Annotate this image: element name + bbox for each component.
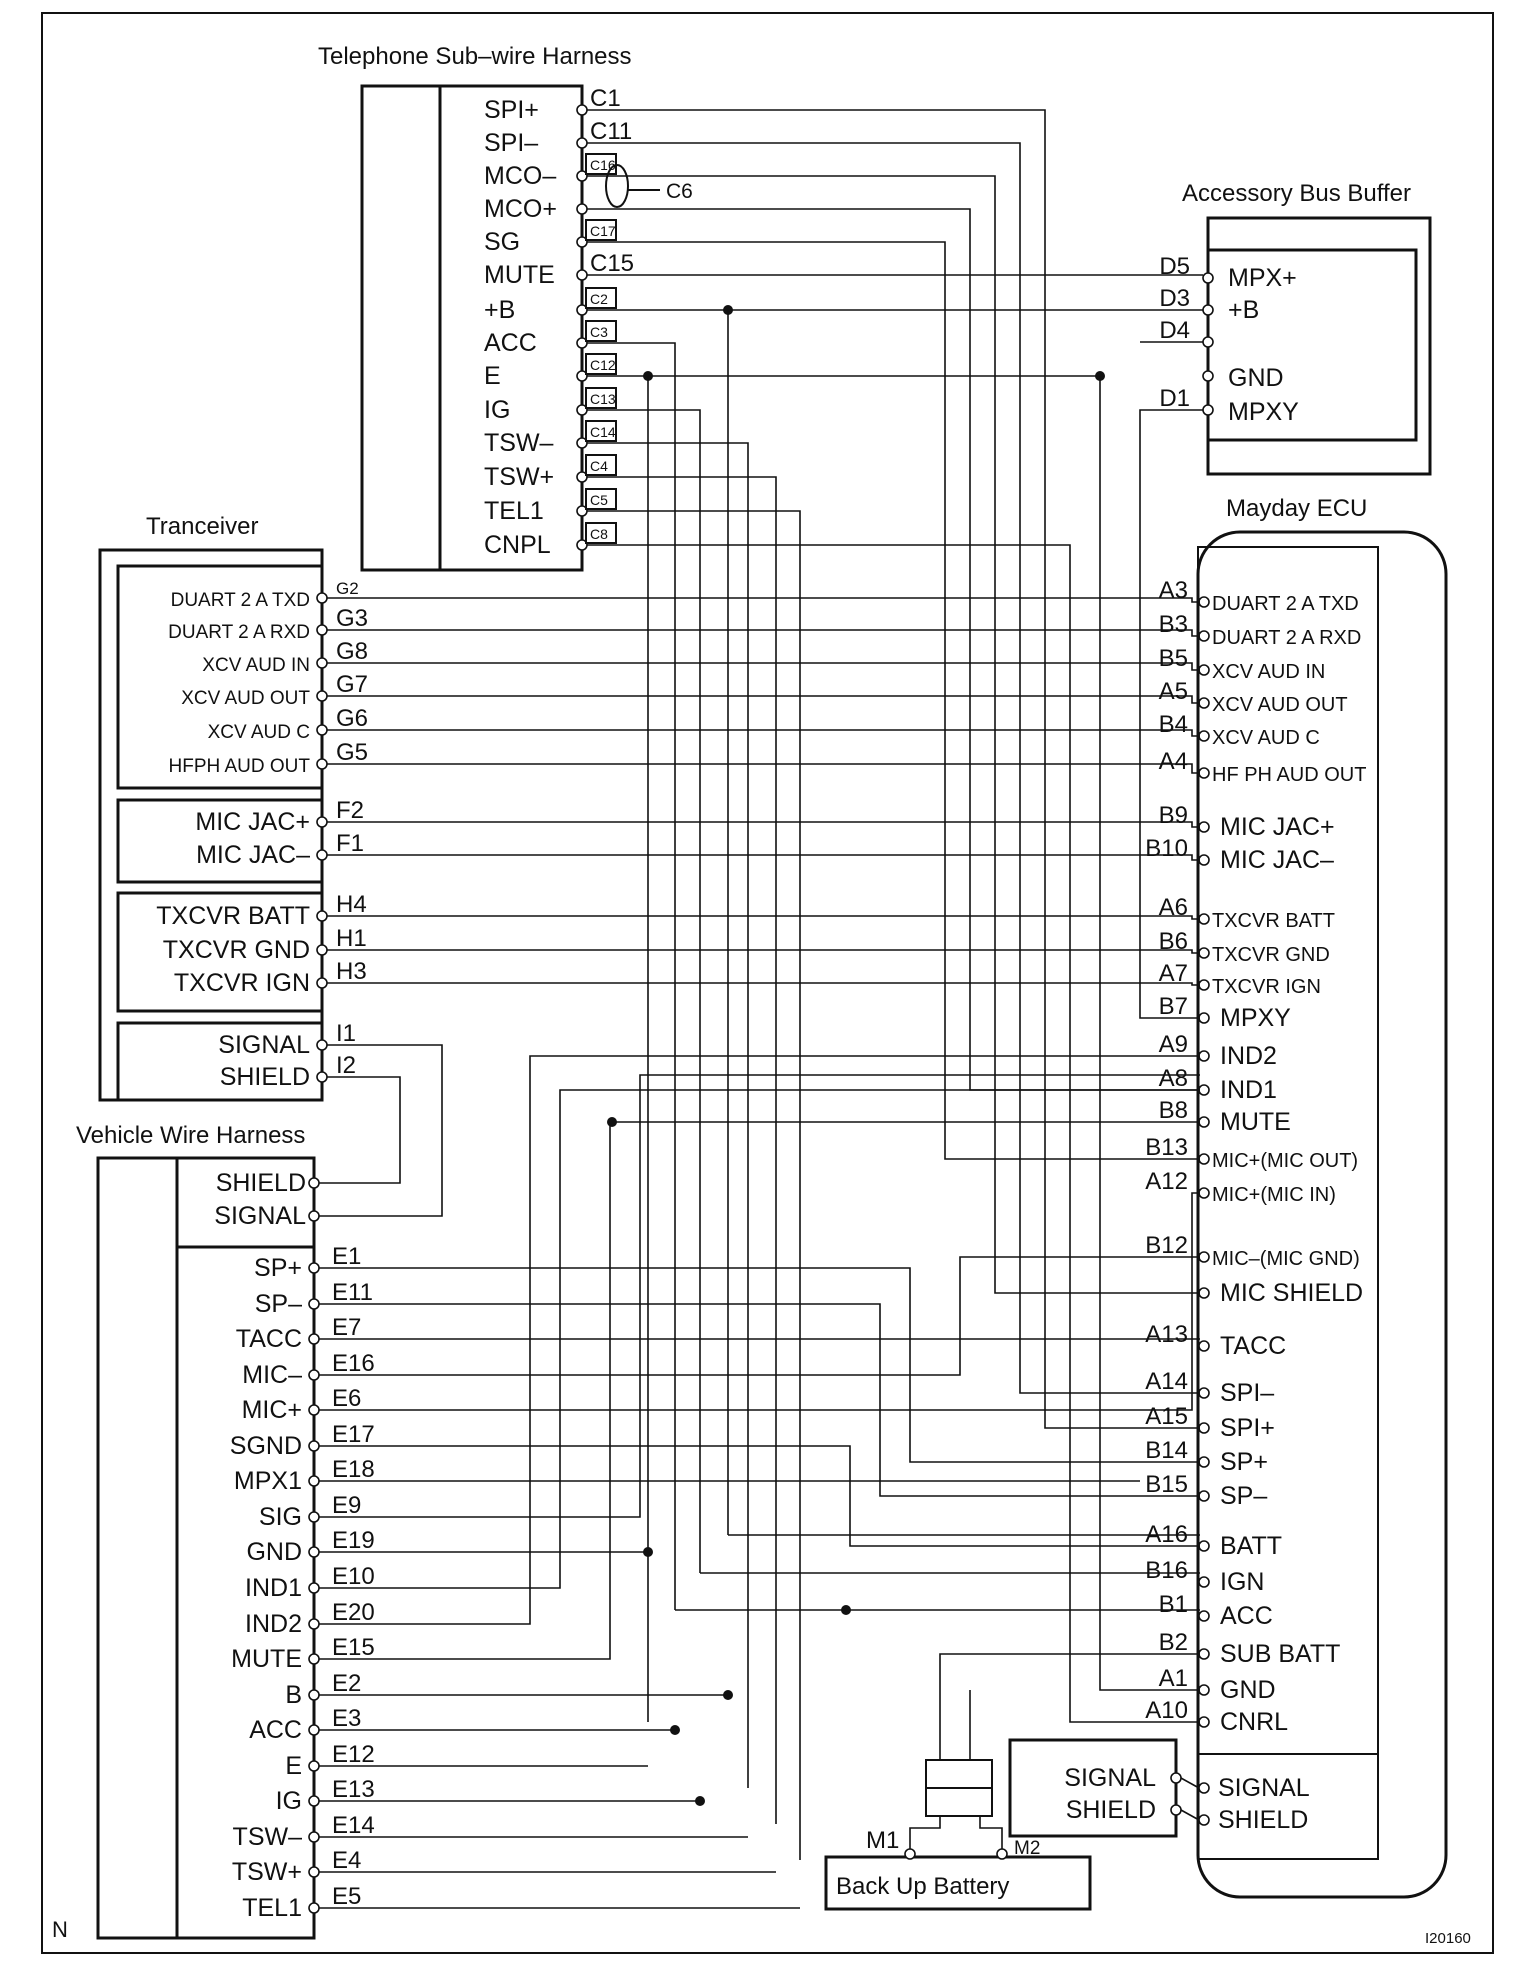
- telephone-pin-label: ACC: [484, 329, 537, 357]
- transceiver-pin-h3: [317, 978, 327, 988]
- mayday-pin-code: A16: [1145, 1521, 1188, 1548]
- vehicle-pin-label: MUTE: [231, 1645, 302, 1673]
- vehicle-pin-label: MIC–: [242, 1361, 302, 1389]
- mayday-pin-label: ACC: [1220, 1602, 1273, 1630]
- vehicle-pin-e2: [309, 1690, 319, 1700]
- transceiver-pin-code: F1: [336, 830, 365, 857]
- wire: [319, 1122, 1200, 1659]
- mayday-pin-label: IND2: [1220, 1042, 1277, 1070]
- mayday-pin-b1: [1199, 1611, 1209, 1621]
- transceiver-pin-code: G8: [336, 638, 369, 665]
- mayday-bottom-pin: [1199, 1815, 1209, 1825]
- vehicle-shield-label: SHIELD: [215, 1169, 306, 1197]
- vehicle-pin-label: SGND: [229, 1432, 302, 1460]
- telephone-pin-mco: [577, 204, 587, 214]
- telephone-pin-code: C5: [590, 492, 608, 508]
- vehicle-pin-code: E18: [332, 1456, 375, 1483]
- vehicle-pin-code: E2: [332, 1670, 362, 1697]
- accessory-pin-gnd: [1203, 371, 1213, 381]
- telephone-pin-label: SPI–: [484, 129, 539, 157]
- transceiver-pin-label: TXCVR GND: [162, 936, 310, 964]
- telephone-pin-label: TEL1: [484, 497, 544, 525]
- battery-pin-code: M2: [1014, 1838, 1041, 1859]
- mayday-pin-label: XCV AUD C: [1212, 727, 1320, 749]
- accessory-title: Accessory Bus Buffer: [1182, 180, 1411, 207]
- vehicle-pin-e19: [309, 1547, 319, 1557]
- vehicle-pin-code: E3: [332, 1705, 362, 1732]
- mayday-pin-a16: [1199, 1541, 1209, 1551]
- wire: [327, 950, 1200, 953]
- transceiver-pin-label: MIC JAC+: [195, 808, 310, 836]
- mayday-pin-label: MIC–(MIC GND): [1212, 1248, 1360, 1270]
- vehicle-pin-e6: [309, 1405, 319, 1415]
- mayday-pin-code: B6: [1158, 928, 1188, 955]
- telephone-pin-code: C13: [590, 391, 616, 407]
- wire: [327, 916, 1200, 919]
- transceiver-pin-label: XCV AUD C: [207, 722, 310, 743]
- mayday-pin-label: SPI+: [1220, 1414, 1275, 1442]
- vehicle-pin-e15: [309, 1654, 319, 1664]
- mayday-pin-label: MIC+(MIC IN): [1212, 1184, 1336, 1206]
- vehicle-pin-e5: [309, 1903, 319, 1913]
- wire-junction: [723, 1690, 733, 1700]
- transceiver-pin-label: HFPH AUD OUT: [168, 756, 310, 777]
- wire: [327, 630, 1200, 636]
- mayday-pin-code: A10: [1145, 1697, 1188, 1724]
- transceiver-pin-label: MIC JAC–: [196, 841, 310, 869]
- wire: [587, 242, 1200, 1159]
- mayday-pin-mic-shield: [1199, 1288, 1209, 1298]
- mayday-pin-b15: [1199, 1491, 1209, 1501]
- vehicle-pin-label: SP–: [254, 1290, 302, 1318]
- vehicle-pin-e18: [309, 1476, 319, 1486]
- mayday-pin-label: TACC: [1220, 1332, 1287, 1360]
- vehicle-pin-e12: [309, 1761, 319, 1771]
- transceiver-pin-g6: [317, 725, 327, 735]
- mayday-pin-label: XCV AUD OUT: [1212, 694, 1348, 716]
- transceiver-pin-g3: [317, 625, 327, 635]
- transceiver-pin-code: H1: [336, 925, 367, 952]
- transceiver-pin-i2: [317, 1072, 327, 1082]
- transceiver-pin-f1: [317, 850, 327, 860]
- vehicle-pin-e16: [309, 1370, 319, 1380]
- transceiver-pin-code: G6: [336, 705, 369, 732]
- telephone-harness: [318, 43, 693, 570]
- mayday-pin-code: A1: [1158, 1665, 1188, 1692]
- mayday-pin-label: MIC JAC–: [1220, 846, 1334, 874]
- vehicle-pin-code: E11: [332, 1279, 373, 1306]
- accessory-pin-code: D1: [1159, 385, 1190, 412]
- mayday-pin-b12: [1199, 1252, 1209, 1262]
- wire: [319, 1268, 1200, 1462]
- wire: [327, 730, 1200, 736]
- wire: [910, 1816, 940, 1849]
- wire: [587, 443, 748, 1788]
- transceiver-pin-label: DUART 2 A RXD: [168, 622, 310, 643]
- telephone-pin-c15: [577, 270, 587, 280]
- telephone-pin-label: E: [484, 362, 501, 390]
- mayday-bottom-label: SIGNAL: [1218, 1774, 1310, 1802]
- mayday-pin-label: DUART 2 A TXD: [1212, 593, 1359, 615]
- mayday-pin-b7: [1199, 1013, 1209, 1023]
- telephone-pin-label: SG: [484, 228, 521, 256]
- transceiver-pin-label: TXCVR IGN: [173, 969, 310, 997]
- telephone-pin-code: C11: [590, 118, 633, 145]
- wire: [587, 110, 1200, 1428]
- mayday-pin-code: B8: [1158, 1097, 1188, 1124]
- mayday-pin-label: TXCVR IGN: [1212, 976, 1321, 998]
- transceiver-pin-label: XCV AUD OUT: [181, 688, 310, 709]
- mayday-pin-b3: [1199, 631, 1209, 641]
- vehicle-pin-code: E16: [332, 1350, 375, 1377]
- transceiver-pin-g5: [317, 759, 327, 769]
- mayday-pin-label: MIC+(MIC OUT): [1212, 1150, 1359, 1172]
- wire: [587, 511, 800, 1860]
- mayday-pin-label: MIC JAC+: [1220, 813, 1335, 841]
- mayday-pin-a9: [1199, 1051, 1209, 1061]
- mayday-pin-label: DUART 2 A RXD: [1212, 627, 1362, 649]
- mayday-pin-b2: [1199, 1649, 1209, 1659]
- wires: [319, 110, 1203, 1908]
- vehicle-pin-label: IG: [275, 1787, 302, 1815]
- transceiver-pin-g7: [317, 691, 327, 701]
- transceiver-pin-label: XCV AUD IN: [202, 655, 310, 676]
- mayday-bottom-label: SHIELD: [1218, 1806, 1309, 1834]
- mayday-pin-a3: [1199, 597, 1209, 607]
- telephone-pin-code: C16: [590, 157, 616, 173]
- mayday-pin-label: HF PH AUD OUT: [1212, 764, 1367, 786]
- transceiver-pin-code: G3: [336, 605, 369, 632]
- mayday-pin-b5: [1199, 665, 1209, 675]
- vehicle-pin-label: TACC: [235, 1325, 302, 1353]
- wire: [327, 764, 1200, 773]
- vehicle-wire-harness: [76, 1122, 375, 1938]
- telephone-pin-code: C3: [590, 324, 608, 340]
- vehicle-pin-label: TEL1: [242, 1894, 302, 1922]
- vehicle-pin-label: TSW–: [232, 1823, 302, 1851]
- mayday-pin-a1: [1199, 1685, 1209, 1695]
- mayday-pin-a10: [1199, 1717, 1209, 1727]
- transceiver-pin-label: DUART 2 A TXD: [170, 590, 310, 611]
- telephone-pin-code: C4: [590, 458, 608, 474]
- accessory-pin-label: GND: [1228, 364, 1284, 392]
- transceiver-pin-code: H4: [336, 891, 367, 918]
- transceiver-pin-code: I2: [336, 1052, 357, 1079]
- corner-mark: N: [52, 1917, 68, 1942]
- telephone-pin-label: MCO–: [484, 162, 557, 190]
- transceiver-pin-g8: [317, 658, 327, 668]
- accessory-pin-label: MPXY: [1228, 398, 1299, 426]
- transceiver-pin-code: I1: [336, 1020, 357, 1047]
- transceiver-pin-code: F2: [336, 797, 365, 824]
- telephone-pin-label: TSW+: [484, 463, 555, 491]
- vehicle-pin-e4: [309, 1867, 319, 1877]
- mayday-pin-code: A5: [1158, 678, 1188, 705]
- mayday-pin-code: A13: [1145, 1321, 1188, 1348]
- mayday-pin-code: B14: [1145, 1437, 1188, 1464]
- mayday-pin-b13: [1199, 1154, 1209, 1164]
- accessory-pin-d3: [1203, 305, 1213, 315]
- signal-box-pin: [1171, 1773, 1181, 1783]
- telephone-pin-code: C17: [590, 223, 616, 239]
- vehicle-pin-label: TSW+: [231, 1858, 302, 1886]
- mayday-pin-code: A3: [1158, 577, 1188, 604]
- vehicle-pin-code: E9: [332, 1492, 362, 1519]
- wire: [327, 855, 1200, 860]
- vehicle-pin-e9: [309, 1512, 319, 1522]
- wire: [980, 1816, 1002, 1849]
- vehicle-pin-e11: [309, 1299, 319, 1309]
- accessory-pin-code: D4: [1159, 317, 1190, 344]
- telephone-pin-c11: [577, 138, 587, 148]
- wire: [319, 1193, 1200, 1410]
- wire: [319, 1075, 1200, 1517]
- accessory-pin-d4: [1203, 337, 1213, 347]
- transceiver-pin-h4: [317, 911, 327, 921]
- mayday-pin-code: B10: [1145, 835, 1188, 862]
- accessory-pin-d1: [1203, 405, 1213, 415]
- vehicle-pin-e13: [309, 1796, 319, 1806]
- telephone-pin-code: C15: [590, 250, 635, 277]
- vehicle-pin-code: E4: [332, 1847, 362, 1874]
- mayday-pin-code: B7: [1158, 993, 1188, 1020]
- mayday-pin-a6: [1199, 914, 1209, 924]
- vehicle-pin-e14: [309, 1832, 319, 1842]
- mayday-pin-code: A6: [1158, 894, 1188, 921]
- mayday-pin-label: SPI–: [1220, 1379, 1275, 1407]
- vehicle-pin-label: MPX1: [233, 1467, 302, 1495]
- telephone-pin-label: TSW–: [484, 429, 554, 457]
- battery-pin-m2: [997, 1849, 1007, 1859]
- wire: [319, 1257, 1200, 1375]
- mayday-pin-a13: [1199, 1341, 1209, 1351]
- mayday-pin-code: B9: [1158, 802, 1188, 829]
- wire: [587, 143, 1200, 1393]
- mayday-pin-code: B13: [1145, 1134, 1188, 1161]
- mayday-pin-code: A9: [1158, 1031, 1188, 1058]
- transceiver-pin-i1: [317, 1040, 327, 1050]
- accessory-pin-d5: [1203, 273, 1213, 283]
- mayday-pin-label: IGN: [1220, 1568, 1265, 1596]
- mayday-pin-label: MUTE: [1220, 1108, 1291, 1136]
- mayday-pin-b10: [1199, 855, 1209, 865]
- mayday-pin-a5: [1199, 698, 1209, 708]
- vehicle-shield-pin: [309, 1211, 319, 1221]
- accessory-pin-code: D5: [1159, 253, 1190, 280]
- vehicle-pin-label: SP+: [254, 1254, 302, 1282]
- mayday-pin-code: A7: [1158, 960, 1188, 987]
- battery-title: Back Up Battery: [836, 1873, 1010, 1900]
- wire-junction: [841, 1605, 851, 1615]
- telephone-pin-code: C2: [590, 291, 608, 307]
- wire: [587, 410, 700, 1573]
- wire: [327, 983, 1200, 985]
- vehicle-pin-code: E12: [332, 1741, 375, 1768]
- transceiver: [100, 513, 368, 1100]
- vehicle-pin-e7: [309, 1334, 319, 1344]
- mayday-pin-code: B15: [1145, 1471, 1188, 1498]
- telephone-pin-label: SPI+: [484, 96, 539, 124]
- vehicle-pin-code: E1: [332, 1243, 362, 1270]
- wire-junction: [670, 1725, 680, 1735]
- vehicle-pin-code: E20: [332, 1599, 375, 1626]
- mayday-pin-label: XCV AUD IN: [1212, 661, 1326, 683]
- wire: [319, 1077, 400, 1183]
- transceiver-pin-code: H3: [336, 958, 367, 985]
- vehicle-pin-code: E6: [332, 1385, 362, 1412]
- wire: [1181, 1778, 1199, 1788]
- vehicle-pin-code: E15: [332, 1634, 375, 1661]
- mayday-pin-code: A15: [1145, 1403, 1188, 1430]
- mayday-pin-a15: [1199, 1423, 1209, 1433]
- telephone-title: Telephone Sub–wire Harness: [318, 43, 632, 70]
- wire-junction: [607, 1117, 617, 1127]
- wire-junction: [695, 1796, 705, 1806]
- transceiver-pin-code: G2: [336, 579, 359, 598]
- shield-tag-c6: C6: [666, 180, 693, 203]
- mayday-pin-code: A12: [1145, 1168, 1188, 1195]
- vehicle-pin-code: E13: [332, 1776, 375, 1803]
- battery-pin-m1: [905, 1849, 915, 1859]
- telephone-pin-label: IG: [484, 396, 511, 424]
- telephone-pin-code: C1: [590, 85, 621, 112]
- mayday-pin-b6: [1199, 948, 1209, 958]
- mayday-ecu: [1145, 495, 1446, 1897]
- vehicle-pin-e20: [309, 1619, 319, 1629]
- signal-shield-box: [1010, 1740, 1181, 1836]
- mayday-pin-label: GND: [1220, 1676, 1276, 1704]
- wire-junction: [643, 1547, 653, 1557]
- telephone-pin-label: MUTE: [484, 261, 555, 289]
- telephone-pin-label: MCO+: [484, 195, 557, 223]
- vehicle-pin-label: GND: [246, 1538, 302, 1566]
- wire: [327, 598, 1200, 602]
- transceiver-pin-code: G5: [336, 739, 369, 766]
- wire: [319, 1304, 1200, 1496]
- wire: [319, 1056, 1200, 1624]
- mayday-pin-code: B1: [1158, 1591, 1188, 1618]
- vehicle-pin-e1: [309, 1263, 319, 1273]
- mayday-pin-code: B4: [1158, 711, 1188, 738]
- vehicle-pin-label: MIC+: [241, 1396, 302, 1424]
- mayday-pin-label: SP–: [1220, 1482, 1268, 1510]
- signal-box-pin: [1171, 1805, 1181, 1815]
- vehicle-pin-label: IND2: [245, 1610, 302, 1638]
- mayday-title: Mayday ECU: [1226, 495, 1368, 522]
- vehicle-shield-label: SIGNAL: [214, 1202, 306, 1230]
- vehicle-pin-label: E: [285, 1752, 302, 1780]
- mayday-pin-b8: [1199, 1117, 1209, 1127]
- mayday-pin-a7: [1199, 980, 1209, 990]
- transceiver-pin-label: TXCVR BATT: [156, 902, 310, 930]
- vehicle-pin-e10: [309, 1583, 319, 1593]
- mayday-pin-label: SP+: [1220, 1448, 1268, 1476]
- mayday-pin-code: B3: [1158, 611, 1188, 638]
- mayday-pin-code: A4: [1158, 748, 1188, 775]
- accessory-pin-label: MPX+: [1228, 264, 1297, 292]
- vehicle-pin-label: ACC: [249, 1716, 302, 1744]
- mayday-pin-code: B2: [1158, 1629, 1188, 1656]
- telephone-pin-label: CNPL: [484, 531, 551, 559]
- mayday-pin-code: A14: [1145, 1368, 1188, 1395]
- wire: [587, 209, 1200, 1090]
- mayday-pin-a12: [1199, 1188, 1209, 1198]
- mayday-pin-code: A8: [1158, 1065, 1188, 1092]
- mayday-pin-code: B5: [1158, 645, 1188, 672]
- mayday-pin-b16: [1199, 1577, 1209, 1587]
- transceiver-pin-label: SIGNAL: [218, 1031, 310, 1059]
- mayday-pin-a4: [1199, 768, 1209, 778]
- telephone-pin-label: +B: [484, 296, 516, 324]
- mayday-pin-b14: [1199, 1457, 1209, 1467]
- vehicle-pin-code: E17: [332, 1421, 375, 1448]
- transceiver-pin-label: SHIELD: [219, 1063, 310, 1091]
- vehicle-pin-code: E14: [332, 1812, 375, 1839]
- mayday-bottom-pin: [1199, 1783, 1209, 1793]
- telephone-pin-code: C14: [590, 424, 616, 440]
- transceiver-title: Tranceiver: [146, 513, 259, 540]
- battery-pin-code: M1: [866, 1827, 900, 1854]
- mayday-pin-label: CNRL: [1220, 1708, 1289, 1736]
- transceiver-pin-h1: [317, 945, 327, 955]
- wire: [1181, 1810, 1199, 1820]
- telephone-pin-code: C12: [590, 357, 616, 373]
- mayday-pin-code: B12: [1145, 1232, 1188, 1259]
- mayday-pin-label: IND1: [1220, 1076, 1277, 1104]
- mayday-pin-b4: [1199, 731, 1209, 741]
- mayday-pin-label: TXCVR BATT: [1212, 910, 1335, 932]
- vehicle-title: Vehicle Wire Harness: [76, 1122, 306, 1149]
- vehicle-pin-e17: [309, 1441, 319, 1451]
- accessory-pin-label: +B: [1228, 296, 1260, 324]
- signal-box-label: SIGNAL: [1064, 1764, 1156, 1792]
- mayday-pin-label: MIC SHIELD: [1220, 1279, 1364, 1307]
- vehicle-pin-label: IND1: [245, 1574, 302, 1602]
- vehicle-pin-code: E7: [332, 1314, 362, 1341]
- wire: [327, 822, 1200, 827]
- mayday-pin-a14: [1199, 1388, 1209, 1398]
- mayday-pin-b9: [1199, 822, 1209, 832]
- figure-id: I20160: [1425, 1930, 1471, 1947]
- vehicle-pin-e3: [309, 1725, 319, 1735]
- telephone-pin-code: C8: [590, 526, 608, 542]
- vehicle-pin-label: B: [285, 1681, 302, 1709]
- vehicle-pin-code: E5: [332, 1883, 362, 1910]
- vehicle-pin-label: SIG: [258, 1503, 302, 1531]
- vehicle-shield-pin: [309, 1178, 319, 1188]
- vehicle-pin-code: E19: [332, 1527, 375, 1554]
- transceiver-pin-g2: [317, 593, 327, 603]
- mayday-pin-label: TXCVR GND: [1212, 944, 1330, 966]
- wire: [587, 176, 1200, 1293]
- wire: [327, 663, 1200, 670]
- transceiver-pin-code: G7: [336, 671, 369, 698]
- accessory-pin-code: D3: [1159, 285, 1190, 312]
- mayday-pin-label: MPXY: [1220, 1004, 1291, 1032]
- mayday-pin-a8: [1199, 1085, 1209, 1095]
- mayday-pin-code: B16: [1145, 1557, 1188, 1584]
- vehicle-pin-code: E10: [332, 1563, 375, 1590]
- mayday-pin-label: BATT: [1220, 1532, 1283, 1560]
- telephone-pin-c1: [577, 105, 587, 115]
- accessory-bus-buffer: [1159, 180, 1430, 474]
- mayday-pin-label: SUB BATT: [1220, 1640, 1341, 1668]
- wire: [327, 696, 1200, 703]
- signal-box-label: SHIELD: [1065, 1796, 1156, 1824]
- transceiver-pin-f2: [317, 817, 327, 827]
